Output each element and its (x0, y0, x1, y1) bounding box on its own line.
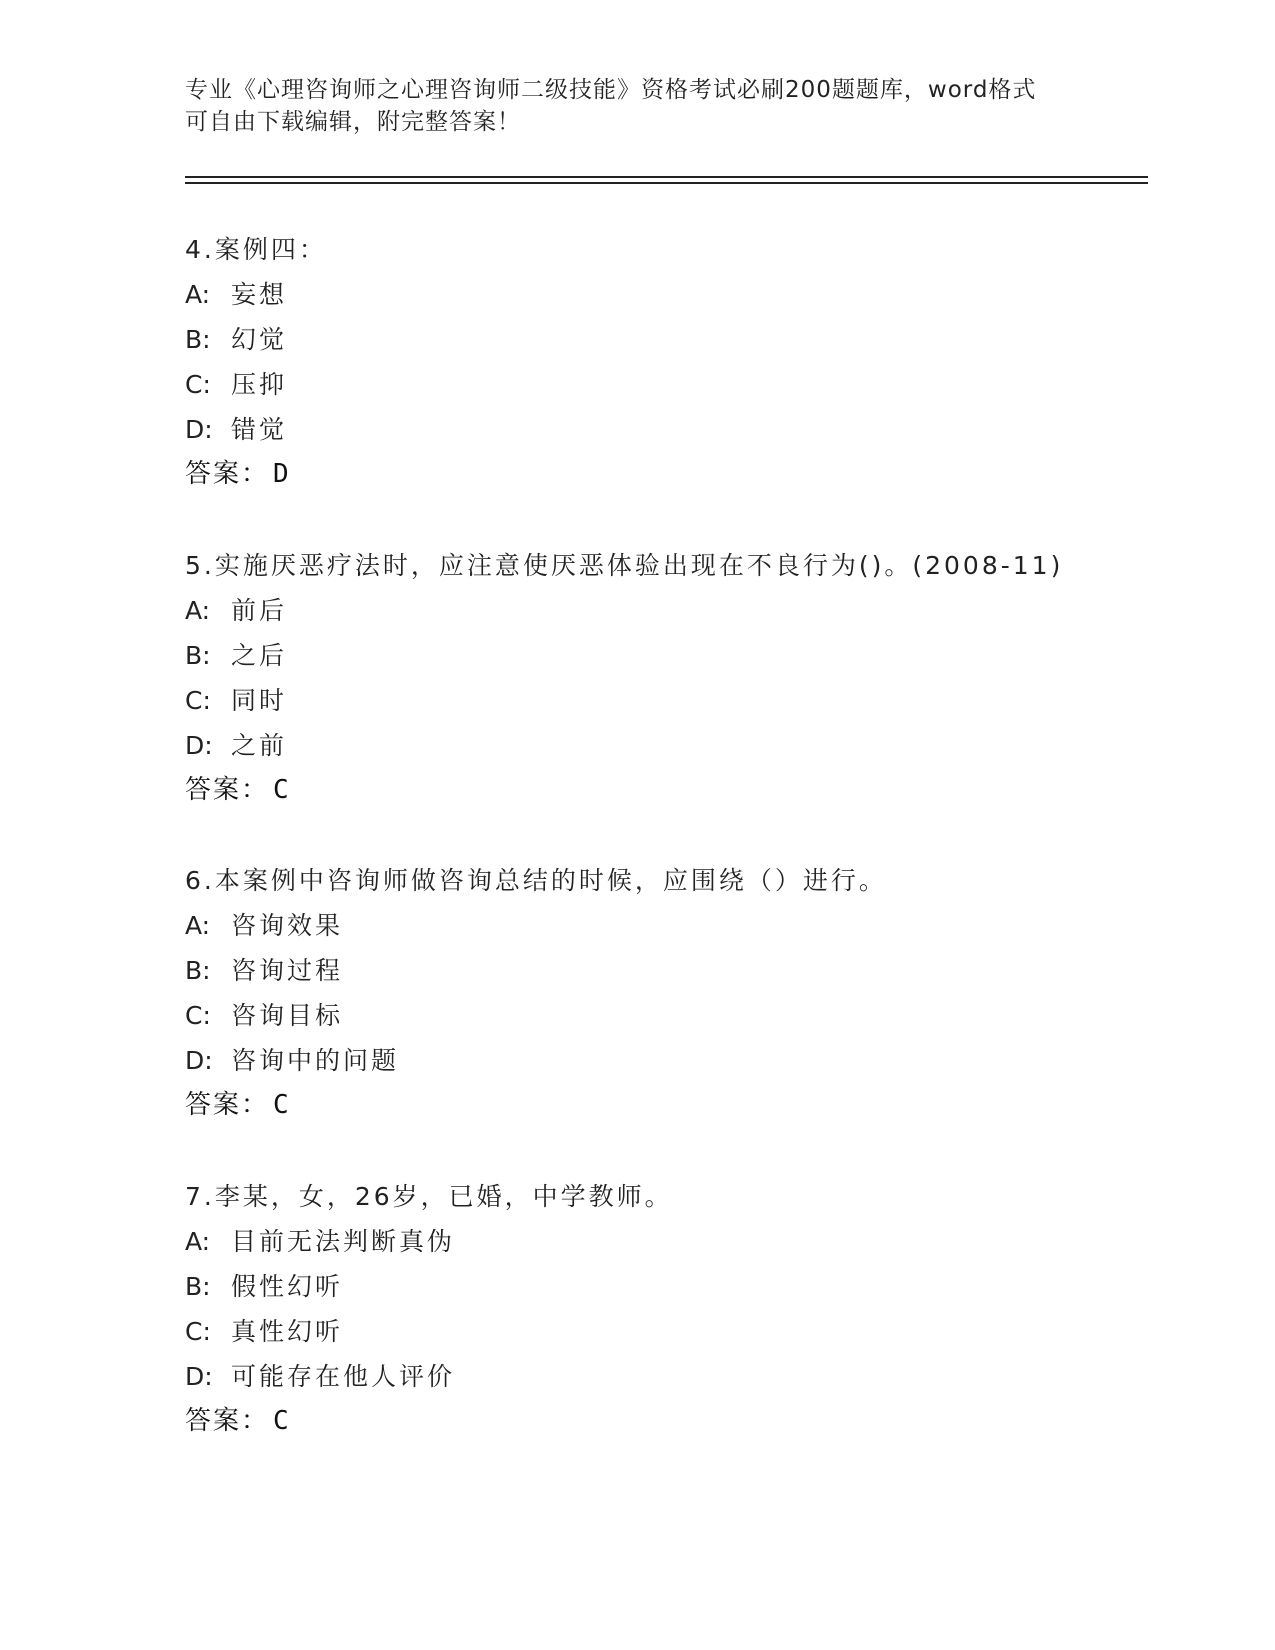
option-text: 可能存在他人评价 (231, 1362, 456, 1391)
option-c (185, 362, 1165, 407)
question-block (185, 227, 1165, 497)
answer-label: 答案： (185, 459, 270, 489)
option-b (185, 317, 1165, 362)
option-key: D: (185, 1046, 213, 1075)
document-header (185, 74, 1085, 138)
option-b (185, 1264, 1165, 1309)
option-c (185, 678, 1165, 723)
option-c (185, 993, 1165, 1038)
header-line-2: 可自由下载编辑，附完整答案！ (185, 109, 521, 135)
option-text: 假性幻听 (231, 1272, 344, 1301)
option-text: 妄想 (231, 280, 288, 309)
answer-label: 答案： (185, 1090, 270, 1120)
option-key: A: (185, 280, 211, 309)
question-block (185, 1174, 1165, 1444)
answer-value: D (273, 459, 289, 489)
option-text: 同时 (231, 686, 288, 715)
option-key: A: (185, 911, 211, 940)
answer-value: C (273, 775, 289, 805)
option-key: C: (185, 686, 211, 715)
option-text: 真性幻听 (231, 1317, 344, 1346)
option-a (185, 588, 1165, 633)
answer-label: 答案： (185, 1406, 270, 1436)
option-d (185, 1354, 1165, 1399)
option-key: C: (185, 1317, 211, 1346)
option-b (185, 633, 1165, 678)
option-text: 咨询中的问题 (231, 1046, 400, 1075)
option-text: 之后 (231, 641, 288, 670)
option-key: B: (185, 956, 211, 985)
option-text: 咨询目标 (231, 1001, 344, 1030)
option-key: D: (185, 731, 213, 760)
option-text: 错觉 (231, 415, 288, 444)
question-title: 4.案例四： (185, 235, 327, 264)
answer-label: 答案： (185, 775, 270, 805)
option-key: D: (185, 415, 213, 444)
answer-value: C (273, 1090, 289, 1120)
option-text: 咨询过程 (231, 956, 344, 985)
option-d (185, 1038, 1165, 1083)
header-divider-top (185, 176, 1148, 178)
option-key: B: (185, 641, 211, 670)
option-text: 压抑 (231, 370, 288, 399)
question-title: 5.实施厌恶疗法时，应注意使厌恶体验出现在不良行为()。(2008-11) (185, 551, 1064, 580)
option-a (185, 272, 1165, 317)
answer-line (185, 768, 1165, 813)
question-block (185, 543, 1165, 813)
option-c (185, 1309, 1165, 1354)
question-title: 7.李某，女，26岁，已婚，中学教师。 (185, 1182, 673, 1211)
option-a (185, 903, 1165, 948)
question-block (185, 858, 1165, 1128)
option-d (185, 407, 1165, 452)
option-key: A: (185, 596, 211, 625)
answer-line (185, 1399, 1165, 1444)
option-key: B: (185, 1272, 211, 1301)
option-key: C: (185, 370, 211, 399)
header-divider-bottom (185, 182, 1148, 184)
answer-value: C (273, 1406, 289, 1436)
option-text: 之前 (231, 731, 288, 760)
option-text: 目前无法判断真伪 (231, 1227, 456, 1256)
option-text: 前后 (231, 596, 288, 625)
option-key: A: (185, 1227, 211, 1256)
option-b (185, 948, 1165, 993)
option-text: 幻觉 (231, 325, 288, 354)
answer-line (185, 1083, 1165, 1128)
option-a (185, 1219, 1165, 1264)
option-text: 咨询效果 (231, 911, 344, 940)
header-line-1: 专业《心理咨询师之心理咨询师二级技能》资格考试必刷200题题库，word格式 (185, 77, 1037, 103)
option-d (185, 723, 1165, 768)
option-key: D: (185, 1362, 213, 1391)
option-key: B: (185, 325, 211, 354)
answer-line (185, 452, 1165, 497)
option-key: C: (185, 1001, 211, 1030)
question-title: 6.本案例中咨询师做咨询总结的时候，应围绕（）进行。 (185, 866, 887, 895)
